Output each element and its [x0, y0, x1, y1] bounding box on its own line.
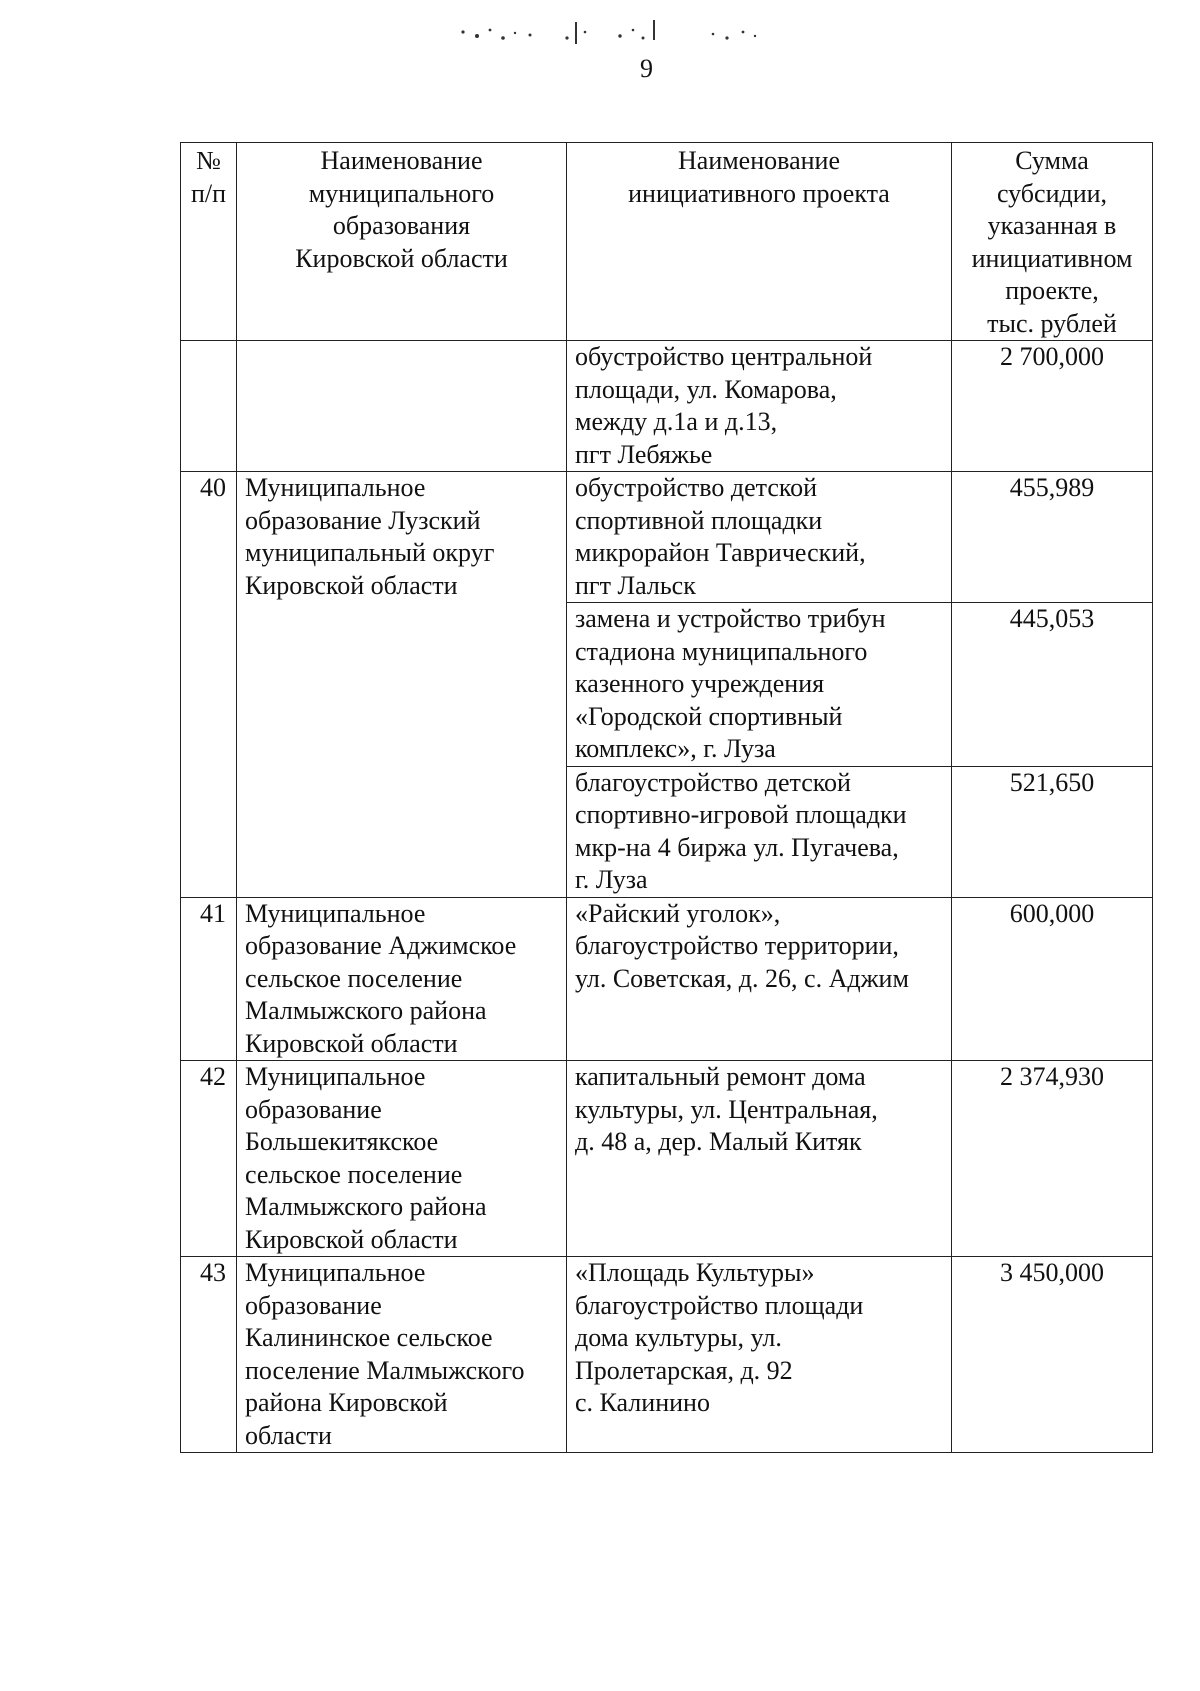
sum-cell: 521,650 — [952, 766, 1153, 897]
header-sum: Сумма субсидии, указанная в инициативном проекте, тыс. рублей — [952, 143, 1153, 341]
scan-noise — [455, 12, 785, 52]
project-cell: обустройство центральной площади, ул. Комарова, между д.1а и д.13, пгт Лебяжье — [567, 341, 952, 472]
sum-cell: 455,989 — [952, 472, 1153, 603]
project-cell: благоустройство детской спортивно-игровой площадки мкр-на 4 биржа ул. Пугачева, г. Луза — [567, 766, 952, 897]
table-row — [181, 1061, 1153, 1257]
page-number: 9 — [640, 54, 653, 83]
table-row — [181, 1257, 1153, 1453]
project-cell: «Площадь Культуры» благоустройство площади дома культуры, ул. Пролетарская, д. 92 с. Калинино — [567, 1257, 952, 1453]
sum-cell: 600,000 — [952, 897, 1153, 1061]
subsidy-table — [180, 142, 1153, 1453]
sum-cell: 2 374,930 — [952, 1061, 1153, 1257]
sum-cell: 2 700,000 — [952, 341, 1153, 472]
municipality-cell: Муниципальное образование Калининское сельское поселение Малмыжского района Кировской области — [237, 1257, 567, 1453]
table-row — [181, 472, 1153, 603]
header-number: № п/п — [181, 143, 237, 341]
header-municipality: Наименование муниципального образования Кировской области — [237, 143, 567, 341]
municipality-cell: Муниципальное образование Лузский муниципальный округ Кировской области — [237, 472, 567, 898]
project-cell: обустройство детской спортивной площадки микрорайон Таврический, пгт Лальск — [567, 472, 952, 603]
project-cell: замена и устройство трибун стадиона муниципального казенного учреждения «Городской спортивный комплекс», г. Луза — [567, 603, 952, 767]
project-cell: капитальный ремонт дома культуры, ул. Центральная, д. 48 а, дер. Малый Китяк — [567, 1061, 952, 1257]
project-cell: «Райский уголок», благоустройство территории, ул. Советская, д. 26, с. Аджим — [567, 897, 952, 1061]
table-row — [181, 897, 1153, 1061]
row-number: 41 — [181, 897, 237, 1061]
row-number: 40 — [181, 472, 237, 898]
row-number: 42 — [181, 1061, 237, 1257]
row-number — [181, 341, 237, 472]
sum-cell: 445,053 — [952, 603, 1153, 767]
municipality-cell: Муниципальное образование Аджимское сельское поселение Малмыжского района Кировской области — [237, 897, 567, 1061]
municipality-cell: Муниципальное образование Большекитякское сельское поселение Малмыжского района Кировской области — [237, 1061, 567, 1257]
sum-cell: 3 450,000 — [952, 1257, 1153, 1453]
header-project: Наименование инициативного проекта — [567, 143, 952, 341]
municipality-cell — [237, 341, 567, 472]
table-row — [181, 341, 1153, 472]
row-number: 43 — [181, 1257, 237, 1453]
table-header-row — [181, 143, 1153, 341]
